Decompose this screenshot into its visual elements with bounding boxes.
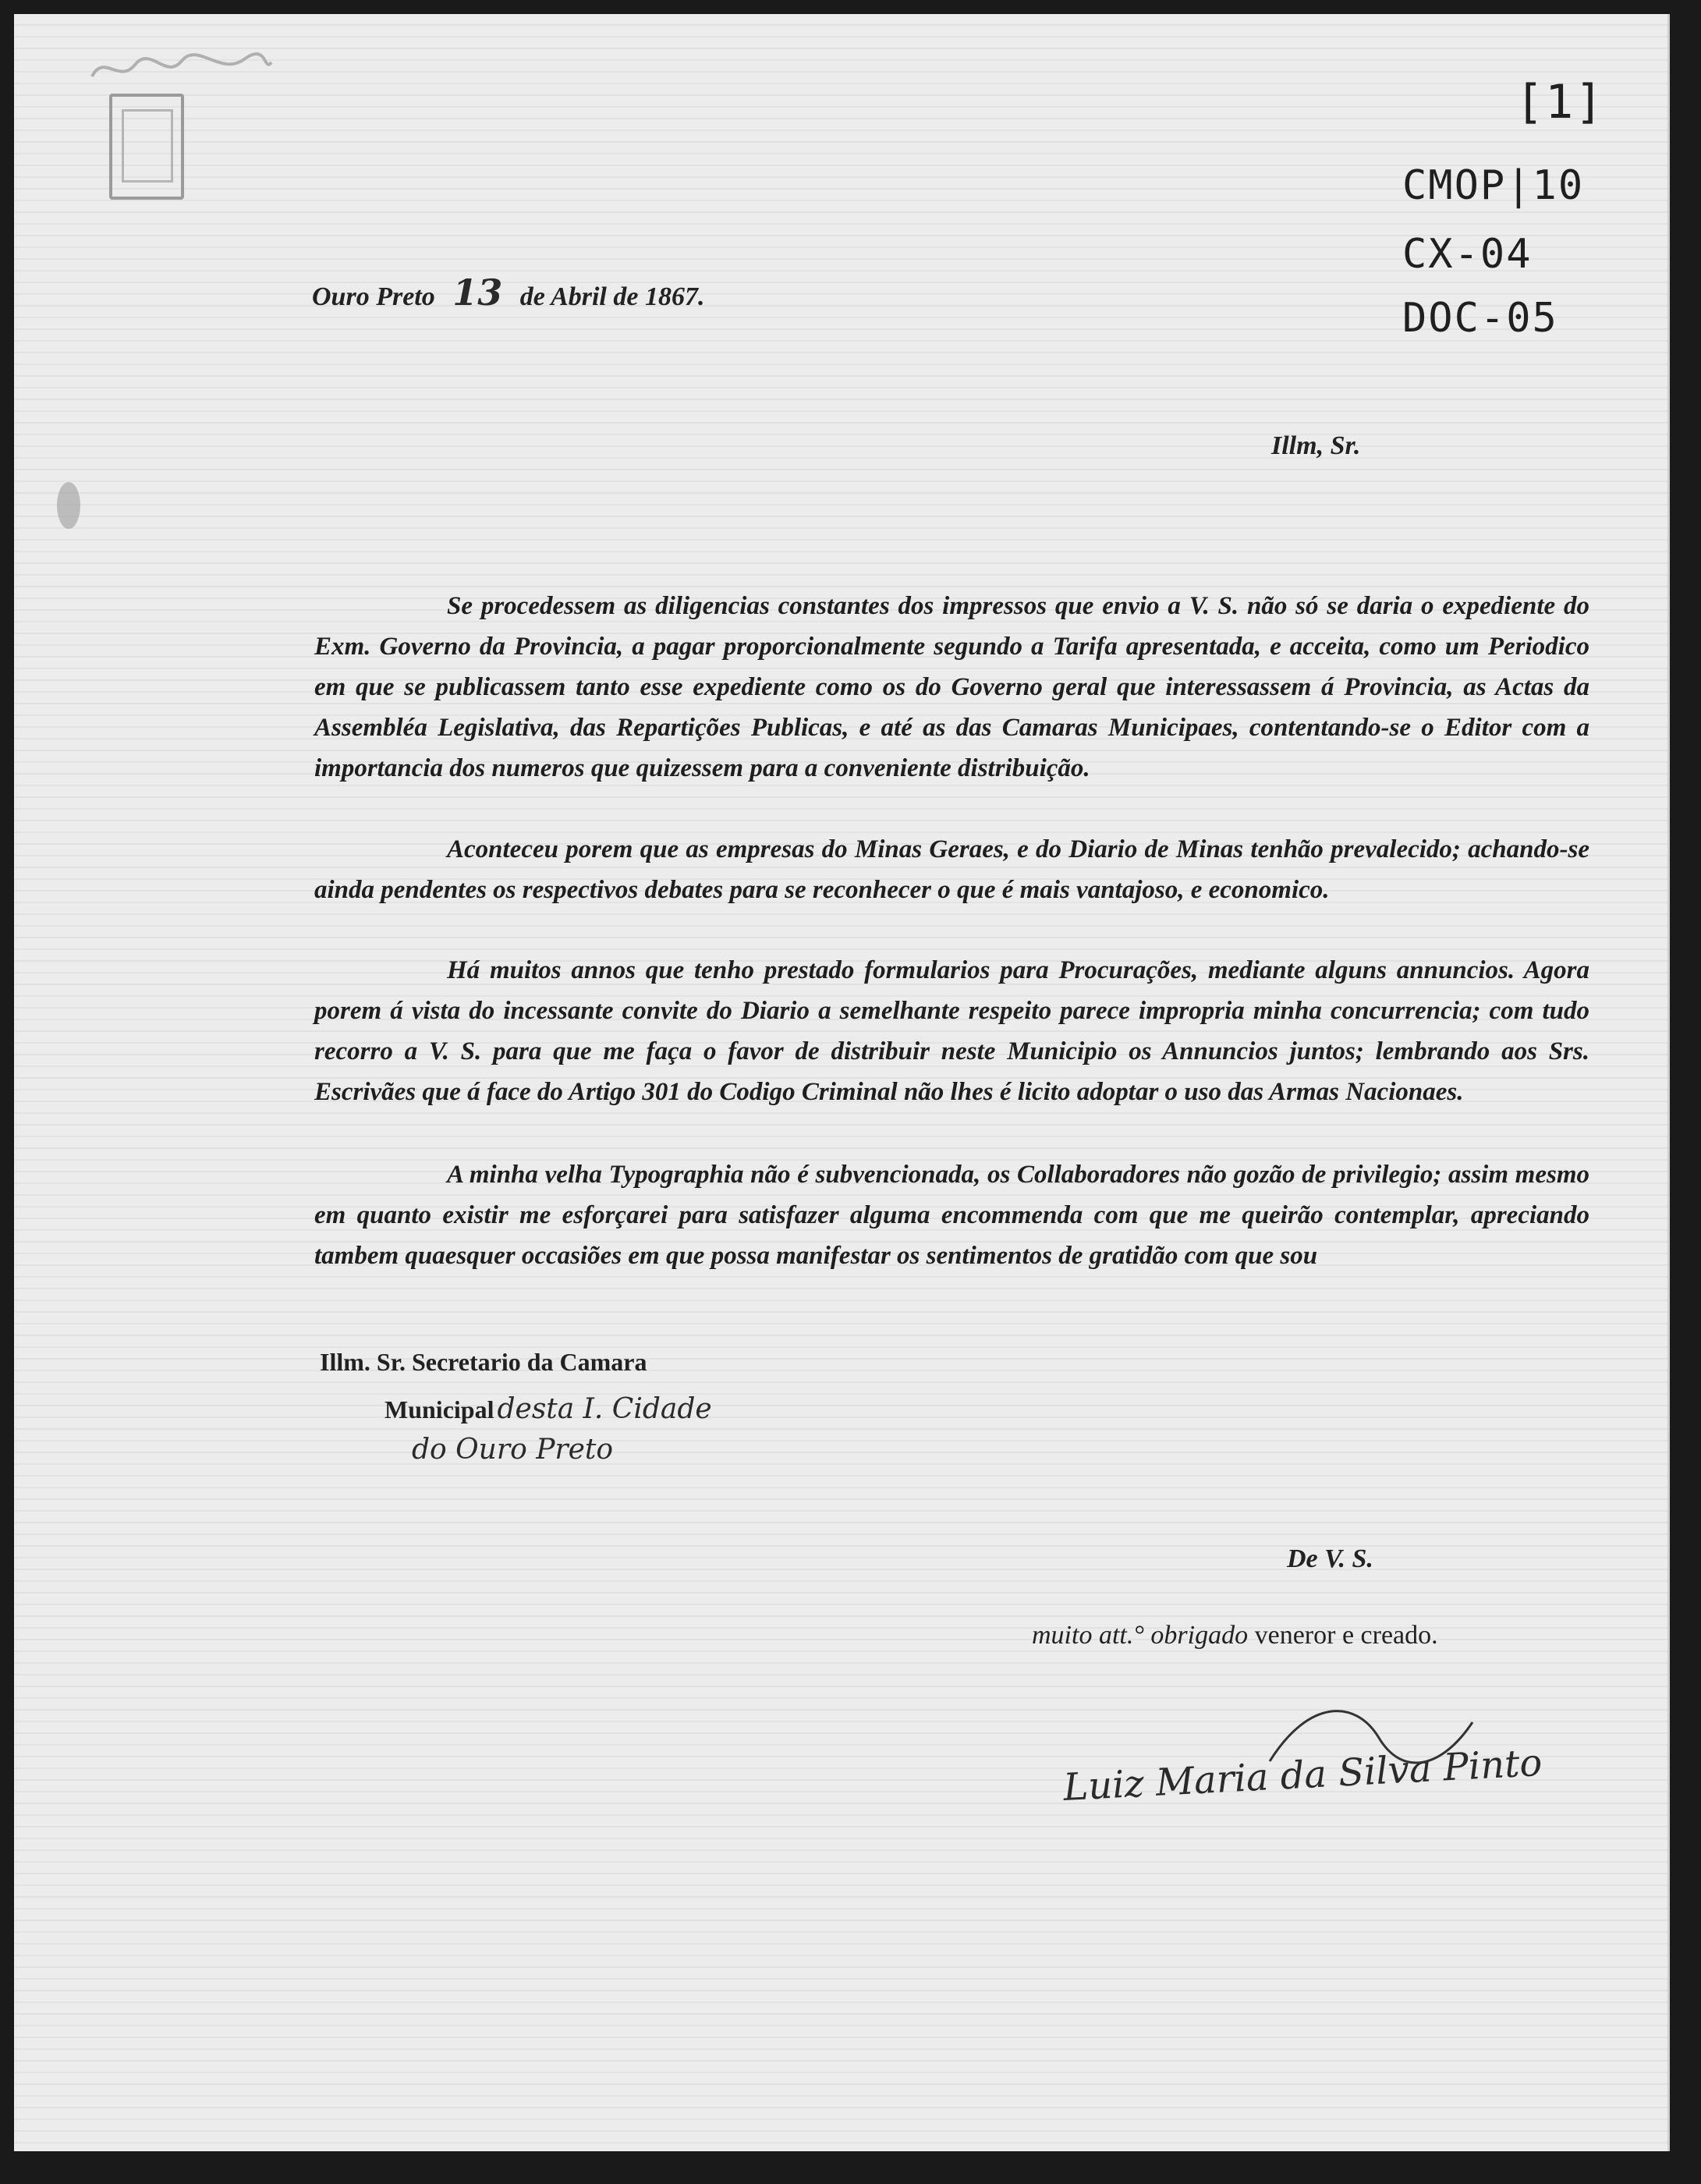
paragraph-3: Há muitos annos que tenho prestado formularios para Procurações, mediante alguns annuncios. Agora porem á vista do incessante convite do Diario a semelhante respeito parece impropria minha concurrencia; com tudo recorro a V. S. para que me faça o favor de distribuir neste Municipio os Annuncios juntos; lembrando aos Srs. Escrivães que á face do Artigo 301 do Codigo Criminal não lhes é licito adoptar o uso das Armas Nacionaes. [314, 956, 1589, 1106]
signature-flourish [1262, 1691, 1480, 1785]
dateline [312, 271, 704, 314]
signature: Luiz Maria da Silva Pinto [1061, 1740, 1543, 1810]
ink-blot [57, 482, 80, 529]
addressee-line-3: do Ouro Preto [412, 1434, 614, 1466]
pencil-note-scribble [88, 45, 275, 92]
paragraph-1: Se procedessem as diligencias constantes dos impressos que envio a V. S. não só se daria o expediente do Exm. Governo da Provincia, a pagar proporcionalmente segundo a Tarifa apresentada, e acceita, como um Periodico em que se publicassem tanto esse expediente como os do Governo geral que interessassem á Provincia, as Actas da Assembléa Legislativa, das Repartições Publicas, e até as das Camaras Municipaes, contentando-se o Editor com a importancia dos numeros que quizessem para a conveniente distribuição. [314, 592, 1589, 782]
archive-stamp [109, 94, 184, 200]
dateline-month: de Abril de 1867. [519, 282, 705, 311]
addressee-line-1: Illm. Sr. Secretario da Camara [320, 1348, 647, 1376]
archive-box-code: CX-04 [1402, 231, 1533, 278]
archive-document-code: DOC-05 [1402, 295, 1558, 342]
closing-formula: muito att.° obrigado veneror e creado. [1032, 1621, 1438, 1650]
archive-folio-mark: [1] [1515, 75, 1605, 129]
paragraph-4: A minha velha Typographia não é subvencionada, os Collaboradores não gozão de privilegio; assim mesmo em quanto existir me esforçarei para satisfazer alguma encommenda com que me queirão contemplar, apreciando tambem quaesquer occasiões em que possa manifestar os sentimentos de gratidão com que sou [314, 1161, 1589, 1270]
paragraph-2: Aconteceu porem que as empresas do Minas Geraes, e do Diario de Minas tenhão prevalecido; achando-se ainda pendentes os respectivos debates para se reconhecer o que é mais vantajoso, e economico. [314, 835, 1589, 904]
archive-collection-code: CMOP|10 [1402, 162, 1585, 209]
closing-de-vs: De V. S. [1287, 1544, 1373, 1573]
addressee-line-2: Municipal desta I. Cidade [384, 1393, 712, 1425]
dateline-place: Ouro Preto [312, 282, 435, 311]
dateline-day: 13 [452, 271, 503, 314]
salutation: Illm, Sr. [1271, 431, 1361, 460]
document-page [14, 14, 1670, 2151]
